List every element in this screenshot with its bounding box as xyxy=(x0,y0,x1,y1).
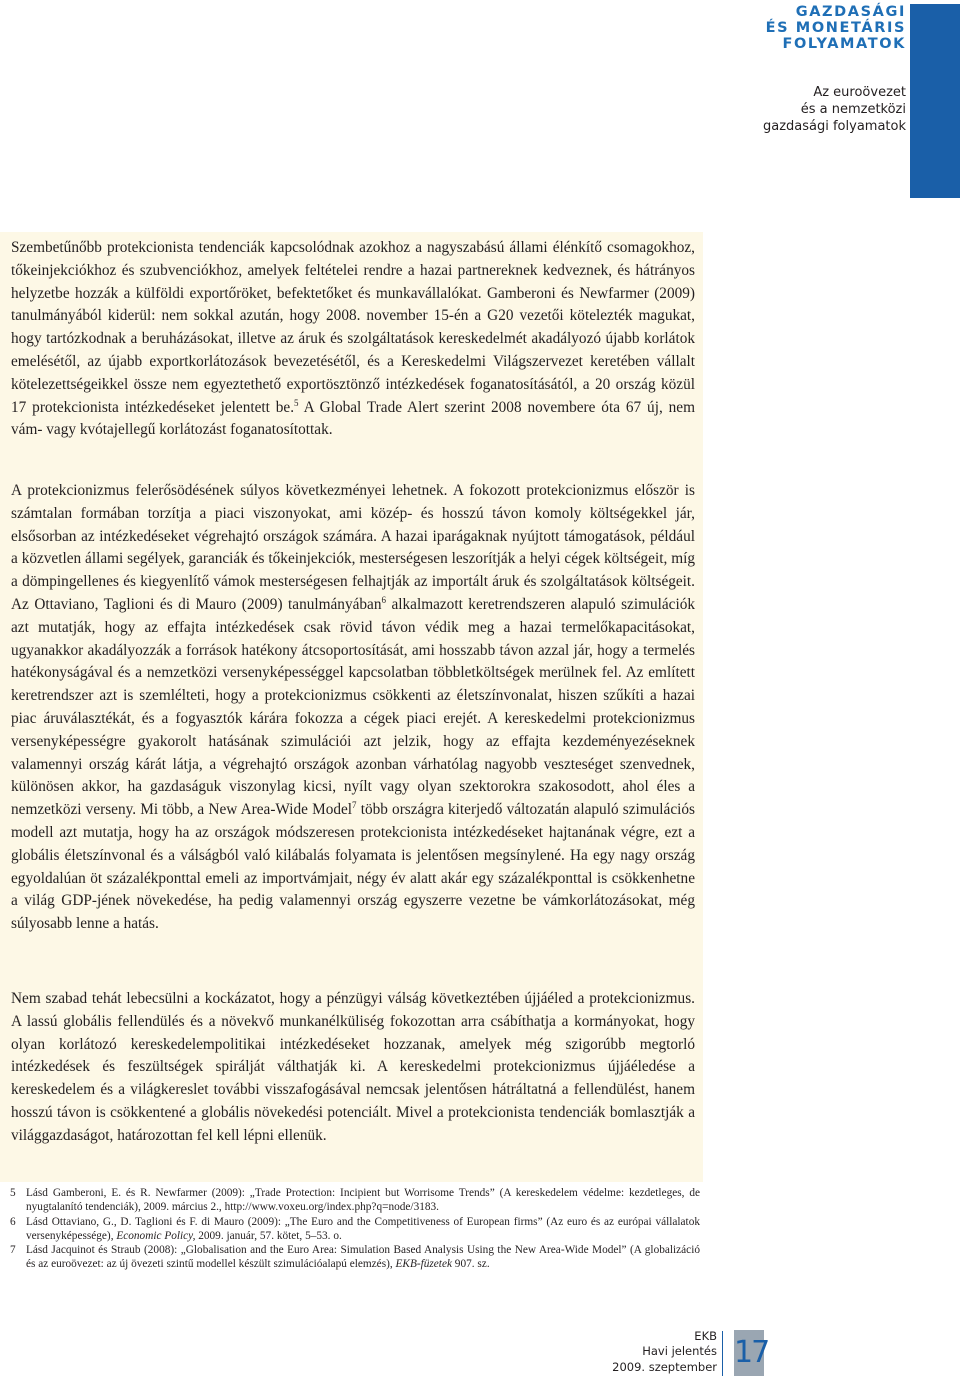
footer-publisher: EKB xyxy=(694,1329,717,1343)
footnote-7-series: EKB-füzetek xyxy=(395,1258,452,1271)
footnote-6-text-b: 2009. január, 57. kötet, 5–53. o. xyxy=(195,1229,342,1242)
paragraph-2 xyxy=(11,480,695,936)
section-subtitle-line2: és a nemzetközi xyxy=(800,102,906,117)
footnote-number: 7 xyxy=(10,1244,16,1257)
section-subtitle xyxy=(706,84,906,135)
footnote-text xyxy=(26,1243,700,1272)
footnote-number: 5 xyxy=(10,1187,16,1199)
paragraph-2-text-c: több országra kiterjedő változatán alapuló szimulációs modell azt mutatja, hogy ha az országok módszeresen protekcionista intézkedéseket hajtanának végre, ezt a globális életszínvonal és a válságból való kilábalás folyamata is jelentősen megsínylené. Ha egy nagy ország egyoldalúan öt százalékponttal emeli az importvámjait, négy év alatt akár egy százalékponttal is csökkenhetne a világ GDP-jének növekedése, ha pedig valamennyi ország egyszerre vezetne be vámkorlátozásokat, még súlyosabb lenne a hatás. xyxy=(11,801,695,933)
section-title-line2: ÉS MONETÁRIS xyxy=(765,20,906,36)
footnote-6-text-a: Lásd Ottaviano, G., D. Taglioni és F. di Mauro (2009): „The Euro and the Competitiveness of European firms” (Az euro és az európai vállalatok versenyképessége), xyxy=(26,1215,700,1242)
paragraph-3: Nem szabad tehát lebecsülni a kockázatot, hogy a pénzügyi válság következtében újjáéled a protekcionizmus. A lassú globális fellendülés és a növekvő munkanélküliség fokozottan arra csábíthatja a kormányokat, hogy olyan korlátozó kereskedelempolitikai intézkedéseket hozzanak, amelyek még szigorúbb megtorló intézkedések és feszültségek spirálját válthatják ki. A kereskedelmi protekcionizmus újjáéledése a kereskedelem és a világkereslet további visszafogásával nemcsak jelentősen hátráltatná a fellendülést, hanem hosszú távon is csökkentené a globális növekedési potenciált. Mivel a protekcionista tendenciák bomlasztják a világgazdaságot, határozottan fel kell lépni ellenük. xyxy=(11,990,695,1144)
page-footer xyxy=(612,1329,717,1375)
footnote-text: Lásd Gamberoni, E. és R. Newfarmer (2009): „Trade Protection: Incipient but Worrisome Trends” (A kereskedelem védelme: kezdetleges, de nyugtalanító tendenciák), 2009. március 2., http://www.voxeu.org/index.php?q=node/3183. xyxy=(26,1187,700,1214)
footnote-number: 6 xyxy=(10,1215,16,1228)
footnote-6 xyxy=(10,1215,700,1244)
page-number: 17 xyxy=(734,1330,764,1376)
paragraph-2-text-b: alkalmazott keretrendszeren alapuló szimulációk azt mutatják, hogy az effajta intézkedések csak rövid távon védik meg a hazai termelőkapacitásokat, ugyanakkor akadályozzák a források hatékony átcsoportosítását, ami hosszabb távon azzal jár, hogy a termelés hatékonyságával és a nemzetközi versenyképességgel kapcsolatban többletköltségek merülnek fel. Az említett keretrendszer azt is szemlélteti, hogy a protekcionizmus csökkenti az életszínvonalat, hiszen szűkíti a hazai piac áruválasztékát, és a fogyasztók kárára fokozza a cégek piaci erejét. A kereskedelmi protekcionizmus versenyképességre gyakorolt hatásának szimulációi azt jelzik, hogy az effajta kezdeményezéseknek valamennyi ország kárát látja, a végrehajtó országok azonban várhatólag nagyobb veszteséget szenvednek, különösen akkor, ha gazdaságuk viszonylag kicsi, nyílt vagy olyan szektorokra szakosodott, ahol éles a nemzetközi verseny. Mi több, a New Area-Wide Model xyxy=(11,595,696,819)
footer-publication: Havi jelentés xyxy=(642,1344,717,1359)
footnote-ref-6[interactable]: 6 xyxy=(381,594,386,605)
footnotes xyxy=(10,1186,700,1272)
section-subtitle-line3: gazdasági folyamatok xyxy=(762,119,906,134)
footnote-ref-7[interactable]: 7 xyxy=(352,800,357,811)
section-title xyxy=(706,4,906,52)
paragraph-2-text-a: A protekcionizmus felerősödésének súlyos következményei lehetnek. A fokozott protekcionizmus először is számtalan formában torzítja a piaci viszonyokat, ami közép- és hosszú távon komoly költségekkel jár, elsősorban az intézkedéseket végrehajtó országok számára. A hazai iparágaknak nyújtott támogatások, például a közvetlen állami segélyek, garanciák és tőkeinjekciók, mesterségesen leszorítják a helyi cégek költségeit, míg a dömpingellenes és kiegyenlítő vámok mesterségesen felhajtják az importált áruk és szolgáltatások költségeit. Az Ottaviano, Taglioni és di Mauro (2009) tanulmányában xyxy=(11,482,695,613)
footnote-text xyxy=(26,1215,700,1244)
footer-date: 2009. szeptember xyxy=(612,1359,717,1374)
paragraph-1-text-b: A Global Trade Alert szerint 2008 novembere óta 67 új, nem vám- vagy kvótajellegű korlátozást foganatosítottak. xyxy=(11,398,695,439)
section-title-line3: FOLYAMATOK xyxy=(782,36,906,52)
footnote-7-text-b: 907. sz. xyxy=(451,1258,490,1271)
footnote-ref-5[interactable]: 5 xyxy=(294,397,299,408)
paragraph-1-text-a: Szembetűnőbb protekcionista tendenciák kapcsolódnak azokhoz a nagyszabású állami élénkítő csomagokhoz, tőkeinjekciókhoz és szubvenciókhoz, amelyek feltételei rendre a hazai partnereknek kedveznek, és hátrányos helyzetbe hozzák a külföldi exportőröket, befektetőket és munkavállalókat. Gamberoni és Newfarmer (2009) tanulmányából kiderül: nem sokkal azután, hogy 2008. november 15-én a G20 vezetői kötelezték magukat, hogy tartózkodnak a beruházásokat, illetve az áruk és szolgáltatások kereskedelmét akadályozó újabb korlátok emelésétől, az újabb exportkorlátozások bevezetésétől, és a Kereskedelmi Világszervezet keretében vállalt kötelezettségeikkel össze nem egyeztethető exportösztönző intézkedések foganatosításától, a 20 ország közül 17 protekcionista intézkedéseket jelentett be. xyxy=(11,239,695,416)
section-subtitle-line1: Az euroövezet xyxy=(813,85,906,100)
section-color-band xyxy=(910,4,960,198)
footnote-6-journal: Economic Policy, xyxy=(116,1229,196,1242)
footnote-7 xyxy=(10,1243,700,1272)
footnote-7-text-a: Lásd Jacquinot és Straub (2008): „Globalisation and the Euro Area: Simulation Based Analysis Using the New Area-Wide Model” (A globalizáció és az euroövezet: az új övezeti szintű modellel készült szimulációalapú elemzés), xyxy=(26,1244,700,1271)
footer-divider xyxy=(722,1331,723,1376)
footnote-5 xyxy=(10,1186,700,1215)
paragraph-1 xyxy=(11,237,695,442)
section-title-line1: GAZDASÁGI xyxy=(795,4,906,20)
